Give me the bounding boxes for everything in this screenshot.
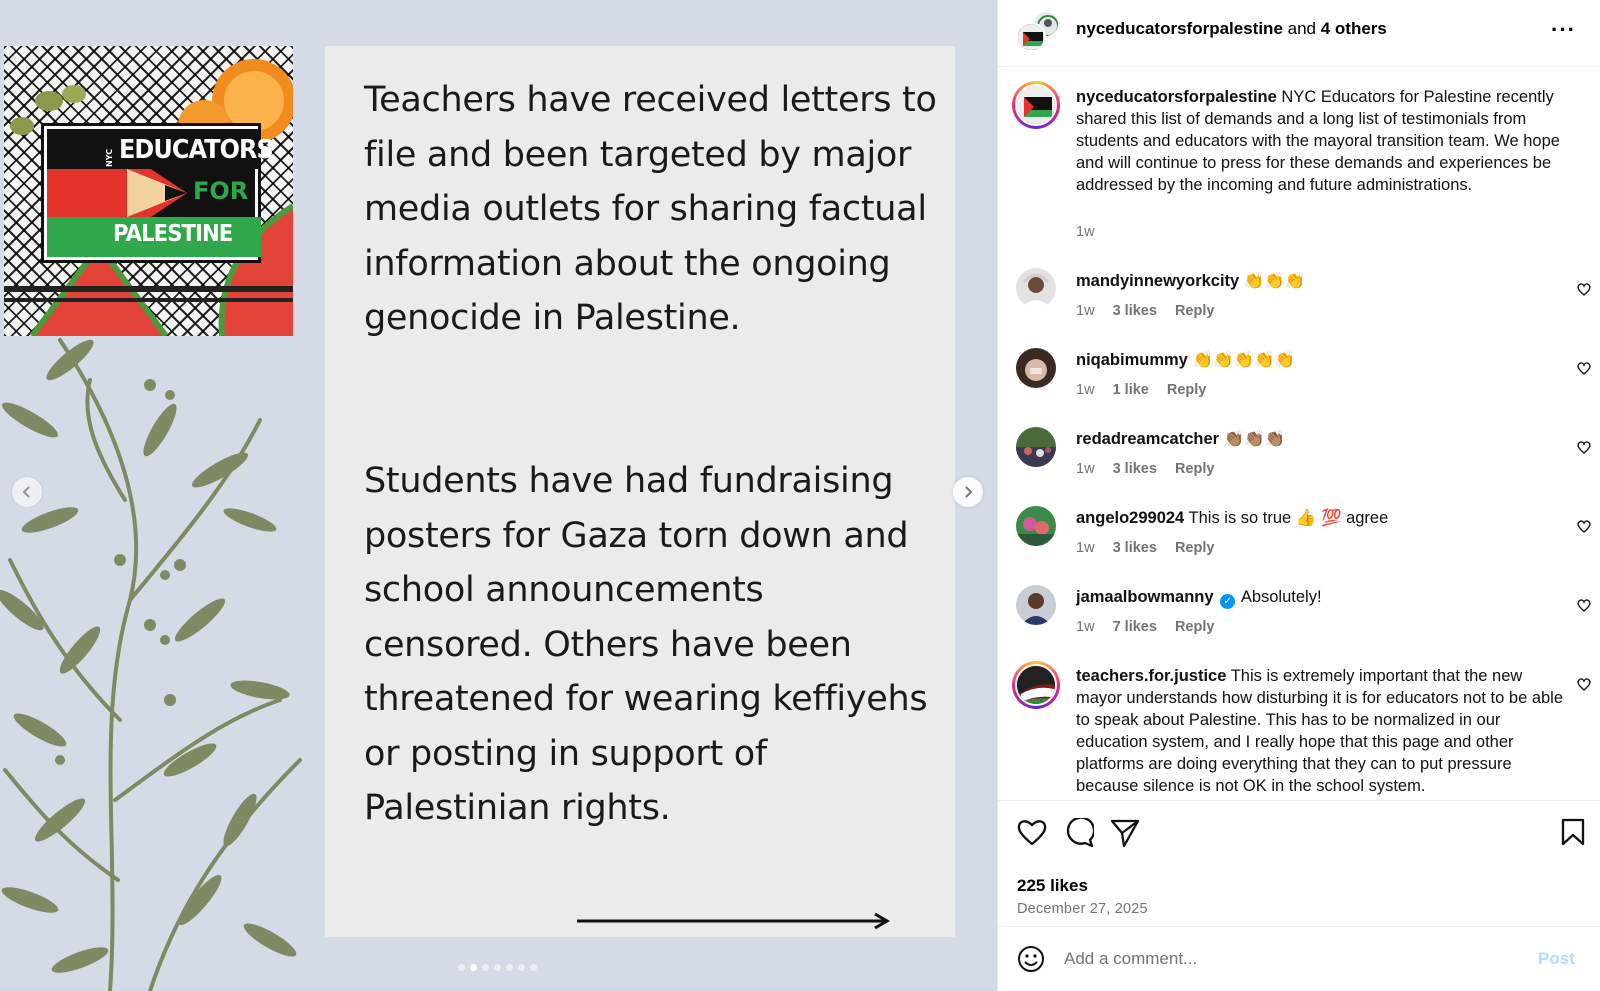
comment-text: 👏🏽👏🏽👏🏽 <box>1223 430 1286 448</box>
like-comment-heart-icon[interactable] <box>1576 597 1592 613</box>
avatar-image <box>1016 348 1056 388</box>
comment-likes[interactable]: 7 likes <box>1112 619 1157 635</box>
carousel-dot <box>458 964 465 971</box>
like-comment-heart-icon[interactable] <box>1576 281 1592 297</box>
comment-time[interactable]: 1w <box>1076 540 1095 556</box>
comment-bubble-icon[interactable] <box>1064 818 1094 848</box>
collab-avatars[interactable] <box>1016 10 1062 56</box>
carousel-prev-button[interactable] <box>12 477 42 507</box>
comment-avatar[interactable] <box>1016 268 1056 308</box>
comment-meta <box>1076 461 1228 477</box>
carousel-dot <box>470 964 477 971</box>
comment <box>1076 665 1566 797</box>
save-bookmark-icon[interactable] <box>1561 818 1585 846</box>
avatar-image <box>1016 427 1056 467</box>
header-others[interactable]: 4 others <box>1320 19 1387 38</box>
reply-button[interactable]: Reply <box>1166 382 1207 398</box>
add-comment-bar <box>998 926 1600 991</box>
caption-meta <box>1076 224 1109 240</box>
comment-text: 👏👏👏 <box>1243 272 1306 290</box>
avatar <box>1016 22 1046 52</box>
comment <box>1076 586 1566 609</box>
header-and-text: and <box>1287 19 1317 38</box>
carousel-dots <box>458 964 537 971</box>
logo-badge <box>44 126 273 260</box>
header-username[interactable]: nyceducatorsforpalestine <box>1076 19 1283 38</box>
post-date: December 27, 2025 <box>1017 901 1148 917</box>
comment-text: This is so true 👍 💯 agree <box>1188 509 1389 527</box>
slide-paragraph-1: Teachers have received letters to file and been targeted by major media outlets for sharing factual information about the ongoing genocide in Palestine. <box>364 80 937 338</box>
logo-educators-text: EDUCATORS <box>119 135 273 165</box>
comment-time[interactable]: 1w <box>1076 303 1095 319</box>
like-comment-heart-icon[interactable] <box>1576 360 1592 376</box>
share-paper-plane-icon[interactable] <box>1110 818 1140 848</box>
reply-button[interactable]: Reply <box>1174 303 1215 319</box>
comment-username[interactable]: mandyinnewyorkcity <box>1076 272 1240 290</box>
comment-input[interactable] <box>1064 945 1504 973</box>
comment-avatar[interactable] <box>1016 348 1056 388</box>
comment-meta <box>1076 382 1220 398</box>
logo-nyc-text: NYC <box>105 148 114 167</box>
caption-username[interactable]: nyceducatorsforpalestine <box>1076 88 1277 106</box>
comment-meta <box>1076 619 1228 635</box>
carousel-next-button[interactable] <box>953 477 983 507</box>
like-comment-heart-icon[interactable] <box>1576 439 1592 455</box>
caption-avatar[interactable] <box>1012 81 1060 129</box>
likes-count[interactable]: 225 likes <box>1017 876 1088 895</box>
comment-text: Absolutely! <box>1240 588 1322 606</box>
avatar-image <box>1018 24 1046 52</box>
avatar-image <box>1016 268 1056 308</box>
avatar-image <box>1017 86 1057 126</box>
comment-username[interactable]: angelo299024 <box>1076 509 1185 527</box>
comment <box>1076 349 1566 371</box>
comment-meta <box>1076 303 1228 319</box>
more-horizontal-icon[interactable]: ··· <box>1551 17 1576 42</box>
like-heart-icon[interactable] <box>1017 818 1047 846</box>
carousel-dot <box>506 964 513 971</box>
arrow-right-icon <box>575 911 895 931</box>
comments-list[interactable] <box>998 67 1600 799</box>
comment-time[interactable]: 1w <box>1076 619 1095 635</box>
comment-meta <box>1076 540 1228 556</box>
post-actions <box>998 800 1600 925</box>
comment-avatar[interactable] <box>1016 585 1056 625</box>
like-comment-heart-icon[interactable] <box>1576 518 1592 534</box>
comment-time[interactable]: 1w <box>1076 382 1095 398</box>
comment <box>1076 270 1566 292</box>
comment-avatar[interactable] <box>1012 661 1060 709</box>
post-author[interactable] <box>1076 19 1387 39</box>
chevron-left-icon <box>20 485 34 499</box>
comment-avatar[interactable] <box>1016 427 1056 467</box>
comment-username[interactable]: redadreamcatcher <box>1076 430 1220 448</box>
comment-avatar[interactable] <box>1016 506 1056 546</box>
comment-username[interactable]: teachers.for.justice <box>1076 667 1227 685</box>
carousel-dot <box>518 964 525 971</box>
comment-text: This is extremely important that the new mayor understands how disturbing it is for educators not to be able to speak about Palestine. This has to be normalized in our education system, and I really hope that this page and other platforms are doing everything that they can to put pressure because silence is not OK in the school system. <box>1076 667 1564 795</box>
carousel-dot <box>482 964 489 971</box>
verified-badge-icon: ✓ <box>1220 594 1235 609</box>
comment-time[interactable]: 1w <box>1076 461 1095 477</box>
comment <box>1076 507 1566 529</box>
post-sidebar <box>997 0 1600 991</box>
caption <box>1076 86 1566 196</box>
avatar-image <box>1016 585 1056 625</box>
slide-paragraph-2: Students have had fundraising posters for Gaza torn down and school announcements censored. Others have been threatened for wearing keffiyehs or posting in support of Palestinian rights. <box>364 461 928 828</box>
carousel-dot <box>530 964 537 971</box>
comment-username[interactable]: jamaalbowmanny <box>1076 588 1214 606</box>
caption-time[interactable]: 1w <box>1076 224 1095 240</box>
comment-likes[interactable]: 3 likes <box>1112 540 1157 556</box>
comment-text: 👏👏👏👏👏 <box>1192 351 1296 369</box>
like-comment-heart-icon[interactable] <box>1576 676 1592 692</box>
comment <box>1076 428 1566 450</box>
comment-username[interactable]: niqabimummy <box>1076 351 1188 369</box>
emoji-icon[interactable] <box>1017 945 1045 973</box>
educators-for-palestine-logo <box>4 46 293 336</box>
reply-button[interactable]: Reply <box>1174 619 1215 635</box>
post-comment-button[interactable]: Post <box>1538 949 1575 968</box>
reply-button[interactable]: Reply <box>1174 461 1215 477</box>
caption-text: NYC Educators for Palestine recently shared this list of demands and a long list of testimonials from students and educators with the mayoral transition team. We hope and will continue to press for these demands and experiences be addressed by the incoming and future administrations. <box>1076 88 1560 194</box>
carousel-dot <box>494 964 501 971</box>
comment-likes[interactable]: 3 likes <box>1112 303 1157 319</box>
reply-button[interactable]: Reply <box>1174 540 1215 556</box>
comment-likes[interactable]: 1 like <box>1112 382 1149 398</box>
chevron-right-icon <box>961 485 975 499</box>
avatar-image <box>1017 666 1057 706</box>
slide-text-card <box>325 46 955 937</box>
comment-likes[interactable]: 3 likes <box>1112 461 1157 477</box>
post-header <box>998 0 1600 67</box>
logo-palestine-text: PALESTINE <box>113 221 233 247</box>
avatar-image <box>1016 506 1056 546</box>
logo-for-text: FOR <box>193 177 249 205</box>
